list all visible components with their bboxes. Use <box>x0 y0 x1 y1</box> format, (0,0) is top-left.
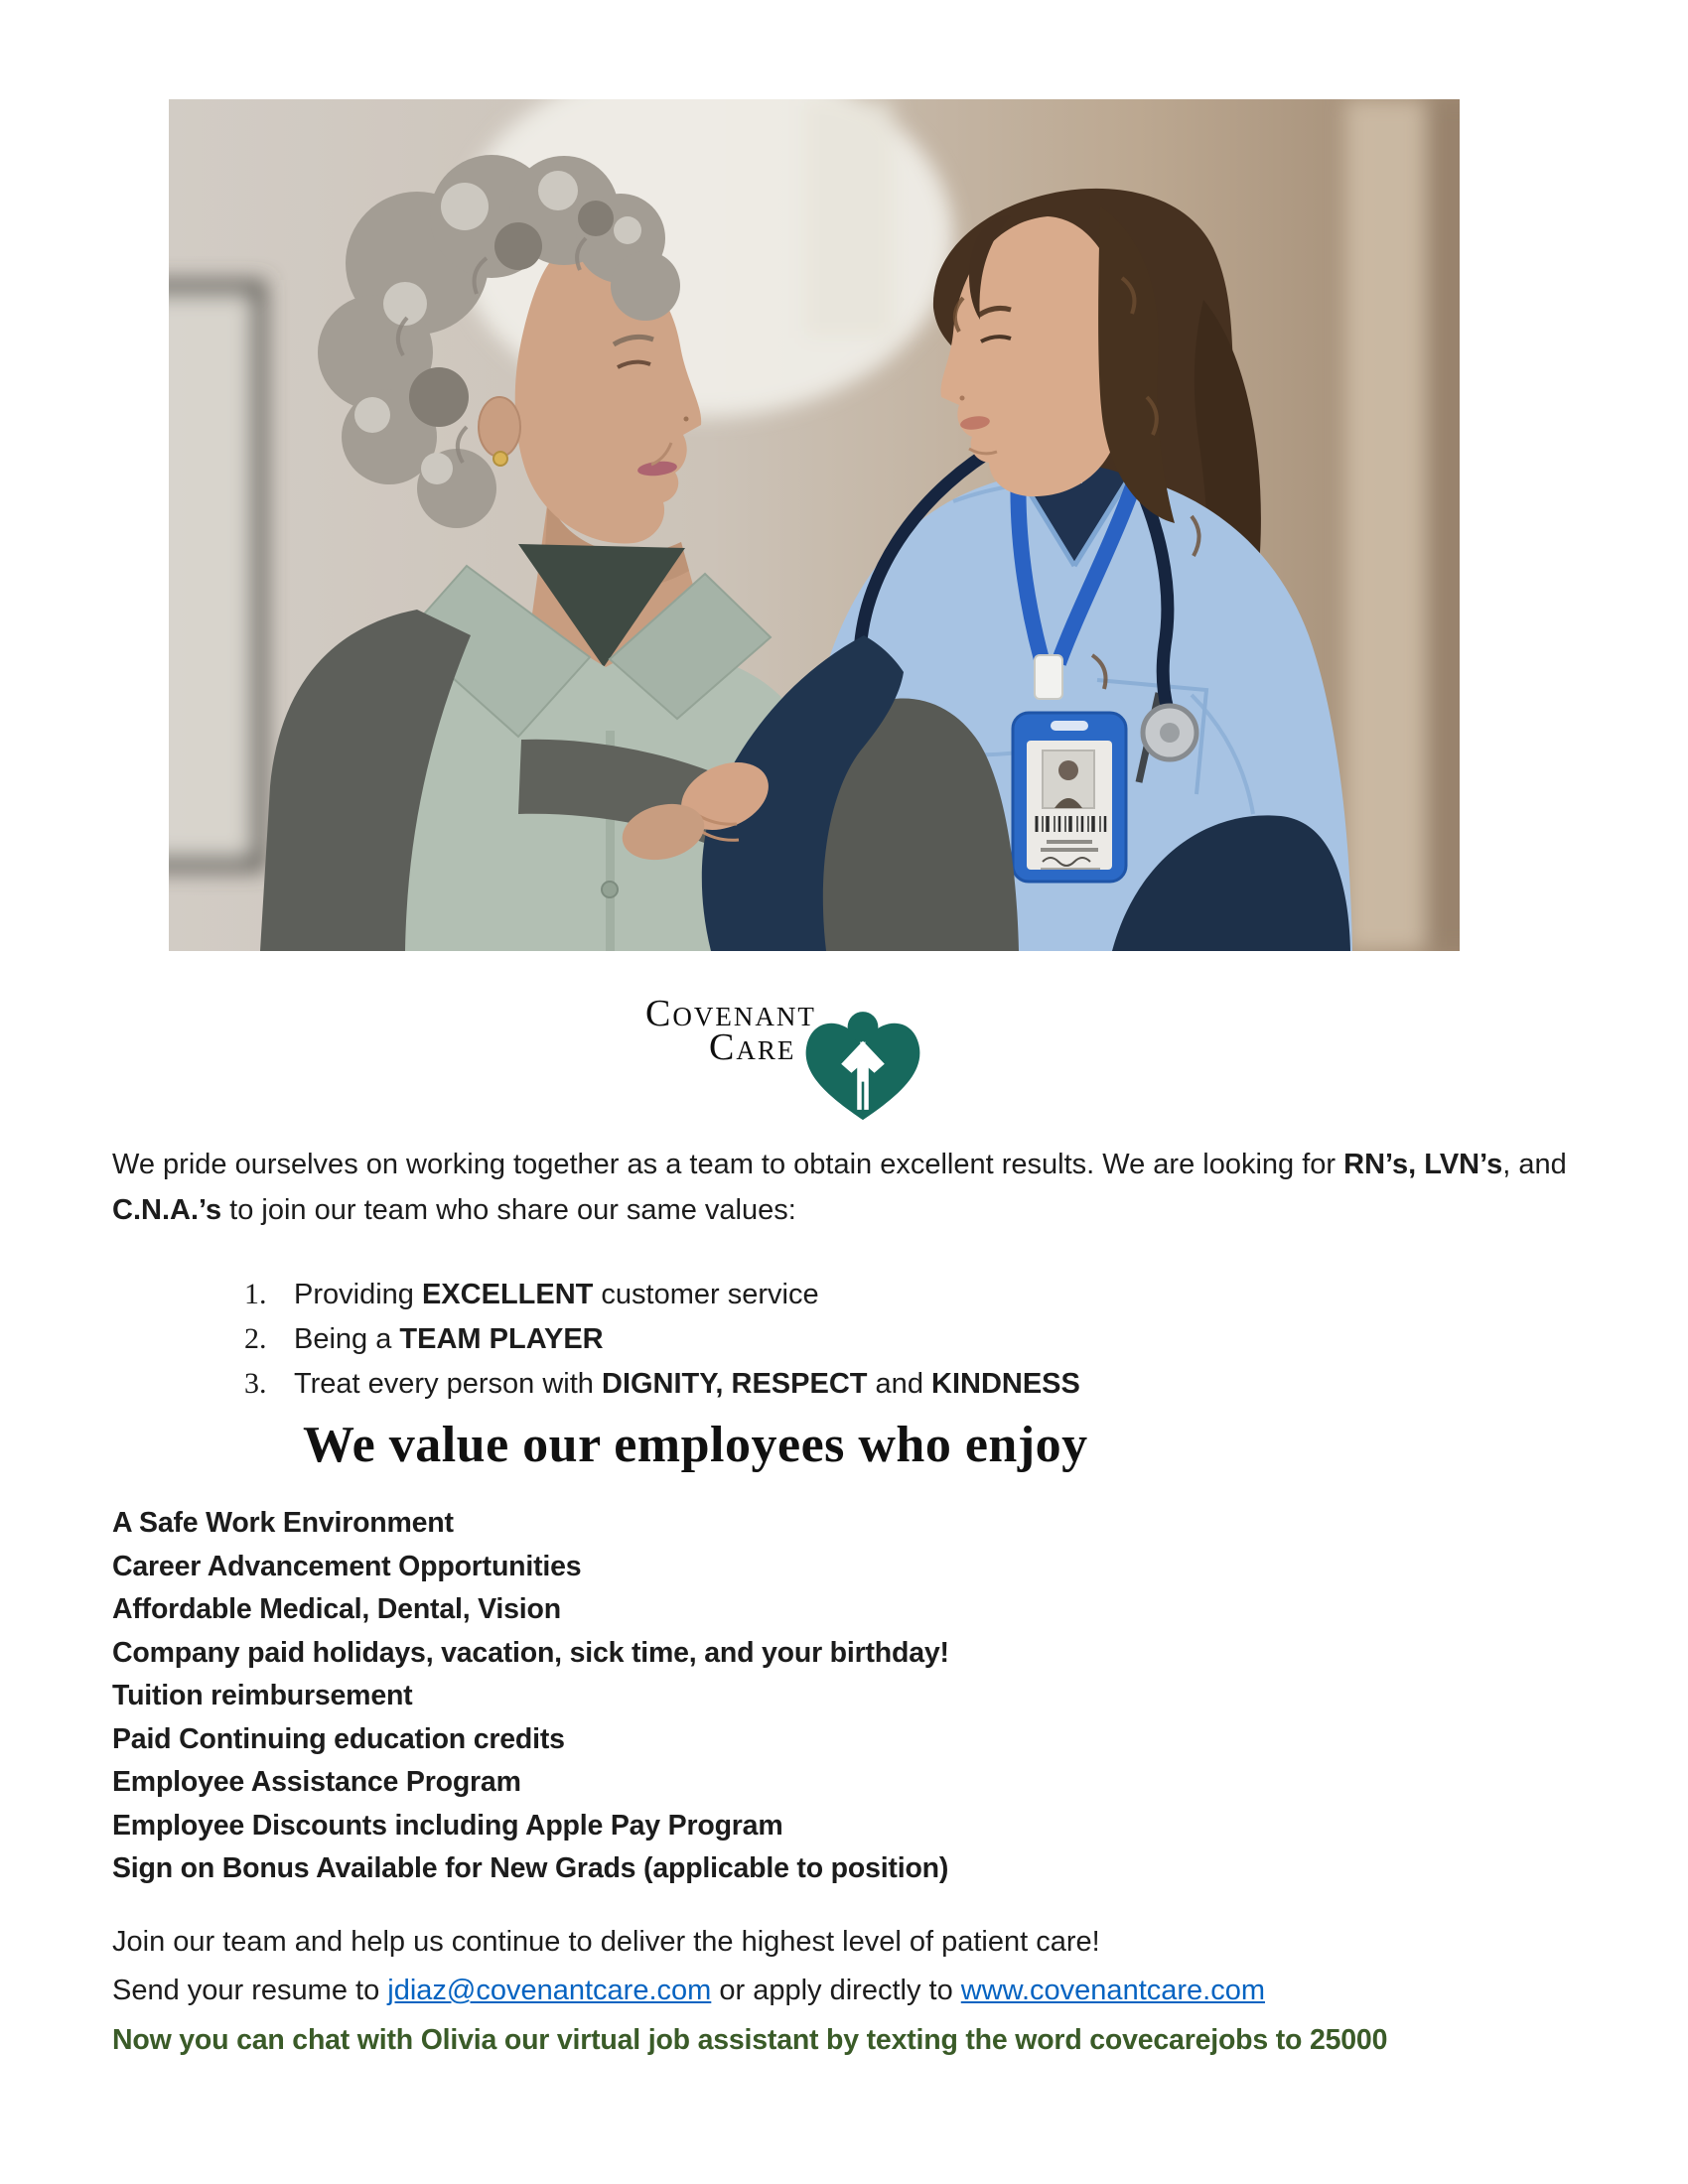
gold-earring <box>493 452 507 466</box>
list-number: 3. <box>244 1367 267 1400</box>
apply-line: Send your resume to jdiaz@covenantcare.com or apply directly to www.covenantcare.com <box>112 1975 1266 2006</box>
benefit-item: Career Advancement Opportunities <box>112 1550 582 1582</box>
cta-line: Join our team and help us continue to deliver the highest level of patient care! <box>112 1926 1100 1958</box>
wall-picture-frame <box>169 288 258 864</box>
intro-paragraph: We pride ourselves on working together as a team to obtain excellent results. We are looking for RN’s, LVN’s, and C.N.A.’s to join our team who share our same values: <box>112 1149 1567 1226</box>
values-list <box>244 1278 1080 1412</box>
id-badge <box>1013 713 1126 882</box>
values-list-item <box>244 1367 1080 1412</box>
benefit-item: A Safe Work Environment <box>112 1507 454 1539</box>
benefit-item: Employee Assistance Program <box>112 1766 521 1798</box>
logo-word-care: CARE <box>709 1026 796 1068</box>
list-text: Treat every person with DIGNITY, RESPECT and KINDNESS <box>294 1368 1080 1400</box>
logo-word-covenant: COVENANT <box>645 993 816 1034</box>
list-text: Being a TEAM PLAYER <box>294 1323 604 1355</box>
benefit-item: Paid Continuing education credits <box>112 1722 565 1755</box>
section-heading: We value our employees who enjoy <box>303 1417 1088 1473</box>
benefit-item: Tuition reimbursement <box>112 1680 413 1711</box>
team-photo <box>169 99 1460 951</box>
badge-barcode <box>1037 816 1105 832</box>
benefits-list <box>112 1502 949 1891</box>
values-list-item <box>244 1322 1080 1367</box>
website-link[interactable]: www.covenantcare.com <box>960 1975 1266 2006</box>
list-text: Providing EXCELLENT customer service <box>294 1279 819 1310</box>
team-photo-illustration <box>169 99 1460 951</box>
list-number: 1. <box>244 1278 267 1310</box>
heart-person-icon <box>798 1007 927 1124</box>
values-list-item <box>244 1278 1080 1322</box>
benefit-item: Affordable Medical, Dental, Vision <box>112 1593 561 1625</box>
email-link[interactable]: jdiaz@covenantcare.com <box>387 1975 712 2006</box>
list-number: 2. <box>244 1322 267 1355</box>
benefit-item: Sign on Bonus Available for New Grads (applicable to position) <box>112 1852 949 1884</box>
benefit-item: Company paid holidays, vacation, sick time, and your birthday! <box>112 1636 949 1669</box>
chat-assistant-line: Now you can chat with Olivia our virtual job assistant by texting the word covecarejobs to 25000 <box>112 2024 1388 2056</box>
benefit-item: Employee Discounts including Apple Pay Program <box>112 1809 783 1842</box>
